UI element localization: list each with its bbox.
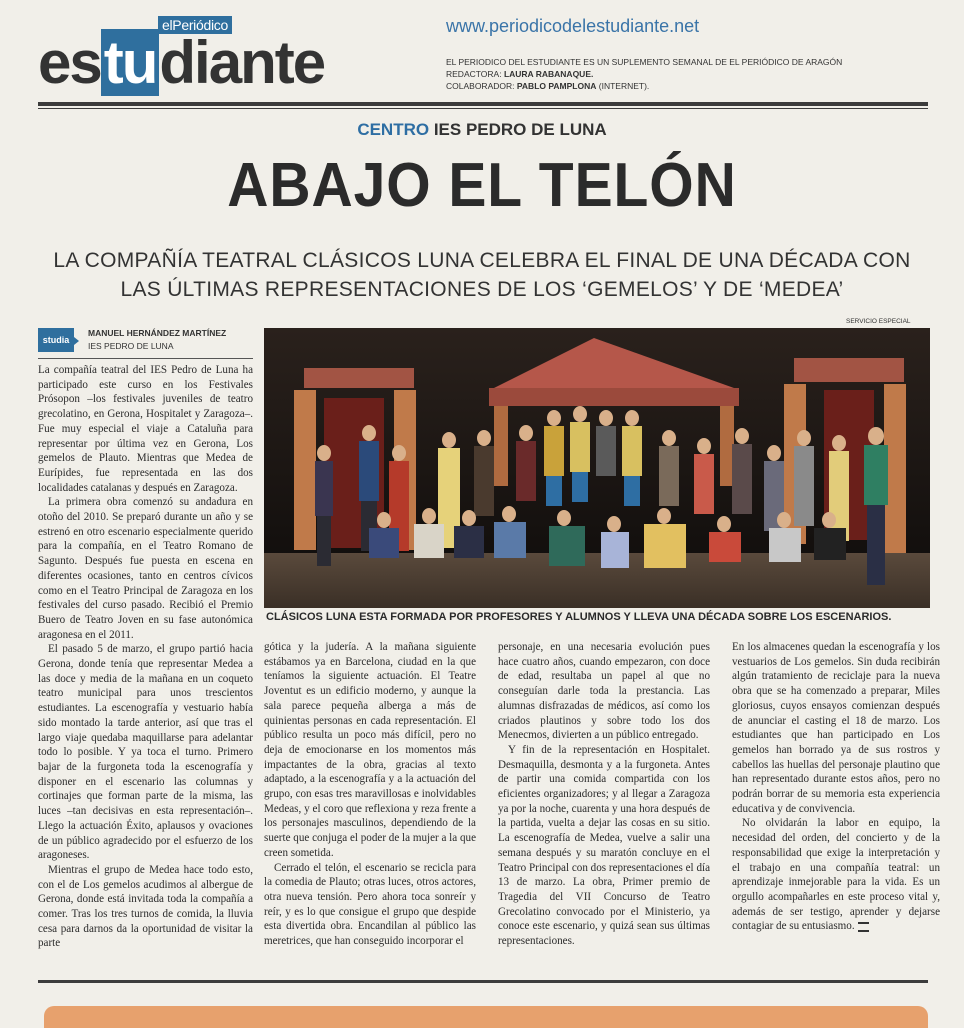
section-name: IES PEDRO DE LUNA xyxy=(433,120,607,139)
body-column-3 xyxy=(498,640,710,949)
masthead-info xyxy=(446,56,842,92)
paragraph: La primera obra comenzó su andadura en otoño del 2010. Se preparó durante un año y se estrenó en otro escenario especialmente querido para la compañía, en el Teatro Romano de Sagunto. Después fue puesta en escena en diferentes ocasiones, tanto en centros cívicos como en el Teatro Principal de Zaragoza en los festivales del curso pasado. Recibió el Premio Buero de Teatro Joven en su fase autonómica aragonesa en el 2011. xyxy=(38,496,253,641)
photo-caption: CLÁSICOS LUNA ESTA FORMADA POR PROFESORES Y ALUMNOS Y LLEVA UNA DÉCADA SOBRE LOS ESCENARIOS. xyxy=(266,611,892,623)
next-section-band xyxy=(44,1006,928,1028)
studia-icon: studia xyxy=(38,328,74,352)
paragraph: gótica y la judería. A la mañana siguiente estábamos ya en Barcelona, ciudad en la que teníamos la siguiente actuación. El Teatre Joventut es un edificio moderno, y aunque la sala parece pequeña alberga a más de quinientas personas en cada representación. El público resulta un poco más difícil, pero no deja de emocionarse en los momentos más impactantes de la obra, gracias al texto adaptado, a la escenografía y a la actuación del grupo, con esas tres maravillosas e inolvidables Medeas, y el coro que reflexiona y reza frente a los personajes masculinos, dependiendo de la suerte que conjuga el poder de la mujer a la que creen sometida. xyxy=(264,641,476,859)
headline: ABAJO EL TELÓN xyxy=(227,151,737,220)
masthead-rule-thin xyxy=(38,108,928,109)
logo-small-text: elPeriódico xyxy=(158,16,232,34)
group-photo xyxy=(264,328,930,608)
contributor-label: COLABORADOR: xyxy=(446,81,515,91)
logo-post: diante xyxy=(159,29,325,96)
photo-credit: SERVICIO ESPECIAL xyxy=(846,318,911,325)
paragraph xyxy=(732,816,940,934)
masthead-info-line3 xyxy=(446,80,842,92)
logo-pre: es xyxy=(38,29,101,96)
masthead-info-line1: EL PERIODICO DEL ESTUDIANTE ES UN SUPLEMENTO SEMANAL DE EL PERIÓDICO DE ARAGÓN xyxy=(446,57,843,67)
editor-name: LAURA RABANAQUE. xyxy=(503,69,594,79)
subheadline-line1: LA COMPAÑÍA TEATRAL CLÁSICOS LUNA CELEBRA EL FINAL DE UNA DÉCADA CON xyxy=(53,249,911,272)
paragraph: La compañía teatral del IES Pedro de Luna ha participado este curso en los Festivales Prósopon –los festivales juveniles de teatro grecolatino, en Gerona, Hospitalet y Zaragoza–. Fue muy especial el viaje a Cataluña para representar por última vez en Gerona, Los gemelos de Plauto. Mientras que Medea de Eurípides, fue representada en las dos localidades catalanas y después en Zaragoza. xyxy=(38,364,253,494)
editor-label: REDACTORA: xyxy=(446,69,502,79)
contributor-note: (INTERNET). xyxy=(598,81,650,91)
masthead-info-line2 xyxy=(446,68,842,80)
paragraph: Cerrado el telón, el escenario se recicla para la comedia de Plauto; otras luces, otros actores, otra nueva tensión. Pero ahora toca sonreír y reír, y es lo que consigue el grupo que despide esta divertida obra. Encandilan al público las meretrices, que han conseguido incorporar el xyxy=(264,861,476,948)
contributor-name: PABLO PAMPLONA xyxy=(516,81,597,91)
site-url[interactable]: www.periodicodelestudiante.net xyxy=(446,16,700,36)
byline-author: MANUEL HERNÁNDEZ MARTÍNEZ xyxy=(88,328,227,338)
body-column-4 xyxy=(732,640,940,934)
byline-school: IES PEDRO DE LUNA xyxy=(88,341,174,351)
paragraph: El pasado 5 de marzo, el grupo partió hacia Gerona, donde tenía que representar Medea a las doce y media de la mañana en un coqueto teatro municipal para unos trescientos estudiantes. La escenografía y vestuario había sido montado la tarde anterior, así que tras el largo viaje quedaba maquillarse para adelantar todo lo posible. Y ya toca el turno. Primero bajar de la furgoneta toda la escenografía y disponer en el escenario las columnas y cortinajes que forman parte de la misma, las luces –tan decisivas en esta representación–. Llego la actuación Éxito, aplausos y ovaciones de un público agradecido por el esfuerzo de los aragoneses. xyxy=(38,643,253,862)
body-column-2 xyxy=(264,640,476,949)
section-label xyxy=(0,120,964,140)
end-of-article-icon xyxy=(858,922,869,932)
paragraph: Mientras el grupo de Medea hace todo esto, con el de Los gemelos acudimos al albergue de Gerona, donde está invitada toda la compañía a comer. Tras los tres turnos de comida, la lluvia cesa para darnos da la oportunidad de visitar la parte xyxy=(38,863,253,950)
paragraph: personaje, en una necesaria evolución pues hace cuatro años, cuando empezaron, con doce de edad, resultaba un papel al que no conseguían darle toda la prestancia. Las alumnas disfrazadas de médicos, así como los criados plautinos y sobre todo los dos Menecmos, divierten a un público entregado. xyxy=(498,641,710,742)
masthead-logo xyxy=(38,14,430,98)
section-kind: CENTRO xyxy=(357,120,430,139)
subheadline xyxy=(40,246,924,304)
footer-rule xyxy=(38,980,928,983)
body-column-1 xyxy=(38,363,253,951)
subheadline-line2: LAS ÚLTIMAS REPRESENTACIONES DE LOS ‘GEMELOS’ Y DE ‘MEDEA’ xyxy=(120,278,844,301)
logo-tu: tu xyxy=(101,29,160,96)
logo-word xyxy=(38,29,325,96)
paragraph: En los almacenes quedan la escenografía y los vestuarios de Los gemelos. Sin duda recibirán algún tratamiento de reciclaje para la nueva obra que se ha comenzado a preparar, Miles gloriosus, cuyos ensayos comienzan después de anunciar el casting el 18 de marzo. Los estudiantes que han participado en Los gemelos han borrado ya de sus rostros y cabellos las huellas del personaje plautino que han representado durante estos años, pero no podrán borrar de su memoria esta experiencia educativa y de convivencia. xyxy=(732,641,940,815)
byline-divider xyxy=(38,358,253,359)
masthead-rule xyxy=(38,102,928,106)
paragraph-text: No olvidarán la labor en equipo, la necesidad del orden, del concierto y de la responsabilidad que exige la interpretación y el trabajo en una compañía teatral: un aprendizaje inmejorable para la vida. Es un orgullo acompañarles en este proceso vital y, además de ser testigo, aprender y dejarse contagiar de su entusiasmo. xyxy=(732,817,940,933)
paragraph: Y fin de la representación en Hospitalet. Desmaquilla, desmonta y a la furgoneta. Antes de partir una comida compartida con los eficientes organizadores; y al llegar a Zaragoza ya por la noche, cuarenta y una hora después de la partida, vuelta a dejar las cosas en su sitio. La escenografía de Medea, vuelve a salir una semana después y su maratón concluye en el Teatro Principal con dos representaciones el día 13 de marzo. La obra, Primer premio de Tragedia del VII Concurso de Teatro Grecolatino convocado por el Ministerio, ya conoce este escenario, y quizá sean sus últimas representaciones. xyxy=(498,743,710,948)
group-photo-illustration xyxy=(264,328,930,608)
